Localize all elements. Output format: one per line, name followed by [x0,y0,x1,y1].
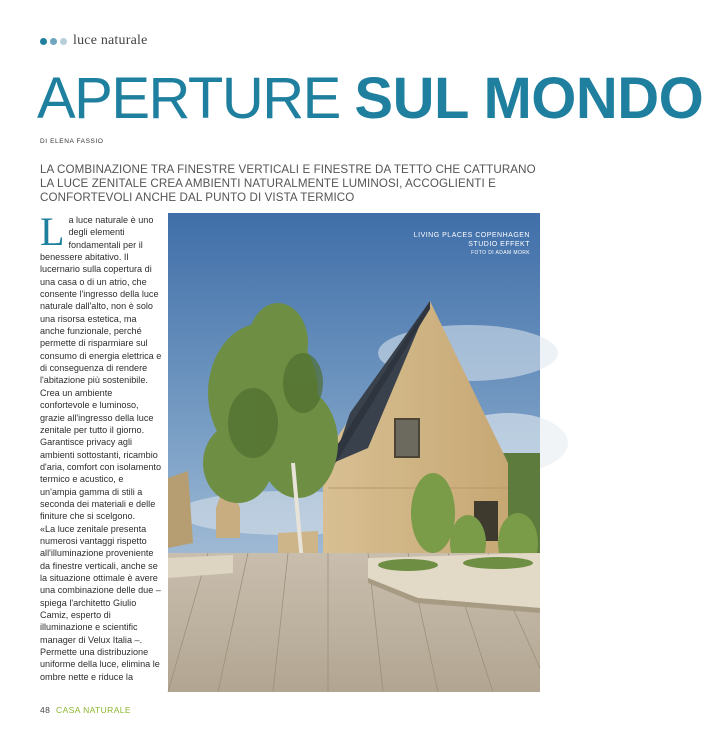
page-footer [40,705,131,715]
article-headline [37,66,703,132]
section-dot-1 [40,38,47,45]
drop-cap: L [40,209,65,254]
magazine-name: CASA NATURALE [56,705,131,715]
section-dots [40,38,67,45]
headline-part-2: SUL MONDO [354,66,703,131]
section-dot-3 [60,38,67,45]
article-photo [168,213,540,692]
photo-credit [414,231,530,257]
body-paragraph-1 [40,209,162,523]
byline: DI ELENA FASSIO [40,138,104,145]
photo-credit-project: LIVING PLACES COPENHAGEN [413,232,530,239]
page-number: 48 [40,705,51,715]
section-label: luce naturale [73,33,148,48]
photo-credit-photographer: FOTO DI ADAM MORK [471,250,530,256]
photo-illustration [168,213,540,692]
lead-paragraph: LA COMBINAZIONE TRA FINESTRE VERTICALI E FINESTRE DA TETTO CHE CATTURANO LA LUCE ZENITALE CREA AMBIENTI NATURALMENTE LUMINOSI, ACCOGLIENTI E CONFORTEVOLI ANCHE DAL PUNTO DI VISTA TERMICO [40,163,536,204]
section-dot-2 [50,38,57,45]
photo-credit-studio: STUDIO EFFEKT [468,241,530,248]
headline-part-1: APERTURE [37,66,340,131]
body-paragraph-2: «La luce zenitale presenta numerosi vantaggi rispetto all'illuminazione proveniente da finestre verticali, anche se la situazione ottimale è avere una combinazione delle due – spiega l'architetto Giulio Camiz, esperto di illuminazione e scientific manager di Velux Italia –. Permette una distribuzione uniforme della luce, elimina le ombre nette e riduce la [40,523,161,682]
body-column [40,209,162,683]
body-paragraph-1-text: a luce naturale è uno degli elementi fondamentali per il benessere abitativo. Il lucernario sulla copertura di una casa o di un atrio, che consente l'ingresso della luce naturale dall'alto, non è solo una risorsa estetica, ma anche funzionale, perché permette di risparmiare sul consumo di energia elettrica e di conseguenza di rendere l'abitazione più sostenibile. Crea un ambiente confortevole e luminoso, grazie all'ingresso della luce zenitale per tutto il giorno. Garantisce privacy agli ambienti sottostanti, ricambio d'aria, comfort con isolamento termico e acustico, e un'ampia gamma di stili a seconda dei materiali e delle finiture che si scelgono. [40,215,162,522]
section-tag [40,33,148,49]
